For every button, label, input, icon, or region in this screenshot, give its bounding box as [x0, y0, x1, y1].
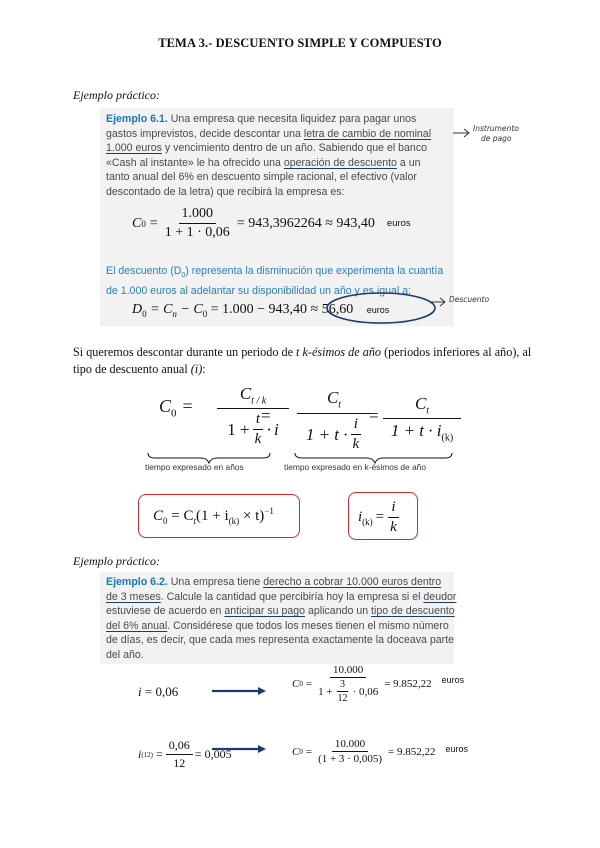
example-6-2-text: Ejemplo 6.2. Una empresa tiene derecho a cobrar 10.000 euros dentro de 3 meses. Calcule la cantidad que percibiría hoy la empresa si el deudor estuviese de acuerdo en anticipar su pago aplicando un tipo de descuento del 6% anual. Considérese que todos los meses tienen el mismo número de días, es decir, que cada mes representa exactamente la doceava parte del año.	[106, 576, 457, 661]
paragraph-k-esimos: Si queremos descontar durante un periodo de t k-ésimos de año (periodos inferiores al año), al tipo de descuento anual (i):	[73, 345, 532, 376]
result-formula-2: C 0 = $\frac{10.000}{(1 + 3 \cdot 0,005)}$ = 9.852,22 euros	[292, 738, 468, 765]
example-label-1: Ejemplo práctico:	[73, 88, 160, 102]
fraction-1: $C_{t / k}$ 1 + $\frac{t}{k}$ · i	[217, 384, 289, 448]
arrow-icon	[452, 126, 472, 140]
discount-text: El descuento $(D_0)$ representa la disminución que experimenta la cuantía de 1.000 euros al adelantar su disponibilidad un año y es igual a:	[106, 265, 444, 297]
formula-effective-value: C 0 = $\frac{1.000}{1 + 1 \cdot 0,06}$ = 943,3962264 ≈ 943,40 euros	[132, 206, 411, 240]
equals-sign: =	[261, 406, 271, 425]
example-heading: Ejemplo 6.1.	[106, 113, 168, 125]
fraction-3: $C_t$ $1 + t \cdot i_{(k)}$	[383, 394, 461, 444]
brace-label-k-esimos: tiempo expresado en k-ésimos de año	[284, 462, 426, 472]
arrow-right-icon	[212, 744, 268, 754]
formula-c0-lhs: $C_0$ =	[159, 396, 193, 420]
handwritten-note-discount: Descuento	[449, 295, 490, 304]
result-formula-1: C 0 = 10.000 1 + $\frac{3}{12}$ · 0,06 = 9.852,22 euros	[292, 664, 465, 704]
example-6-2-box	[100, 572, 457, 664]
formula-discount: $D_0 = C_n - C_0 = 1.000 - 943,40 \approx 56,60$ euros	[132, 302, 390, 319]
arrow-icon	[430, 296, 448, 308]
formula-box-ik: i $_{(k)}$ = $\frac{i}{k}$	[348, 492, 418, 540]
discount-highlight-ellipse	[324, 290, 438, 326]
example-6-1-text: Ejemplo 6.1. Una empresa que necesita liquidez para pagar unos gastos imprevistos, decide descontar una letra de cambio de nominal 1.000 euros y vencimiento dentro de un año. Sabiendo que el banco «Cash al instante» le ha ofrecido una operación de descuento a un tanto anual del 6% en descuento simple racional, el efectivo (valor descontado de la letra) que recibirá la empresa es:	[106, 113, 432, 198]
example-6-1-box	[100, 108, 454, 326]
rate-monthly: i (12) = $\frac{0,06}{12}$ = 0,005	[138, 738, 232, 770]
rate-annual: i = 0,06	[138, 684, 179, 699]
page-title: TEMA 3.- DESCUENTO SIMPLE Y COMPUESTO	[158, 36, 442, 50]
handwritten-note-instrument: Instrumento de pago	[473, 124, 519, 143]
equals-sign-2: =	[369, 406, 379, 425]
formula-box-c0: $C_0 = C_t(1 + i_{(k)} \times t)^{-1}$	[138, 494, 300, 538]
fraction-2: $C_t$ 1 + t · $\frac{i}{k}$	[297, 388, 371, 453]
brace-label-years: tiempo expresado en años	[145, 462, 244, 472]
example-label-2: Ejemplo práctico:	[73, 554, 160, 568]
arrow-right-icon	[212, 686, 268, 696]
